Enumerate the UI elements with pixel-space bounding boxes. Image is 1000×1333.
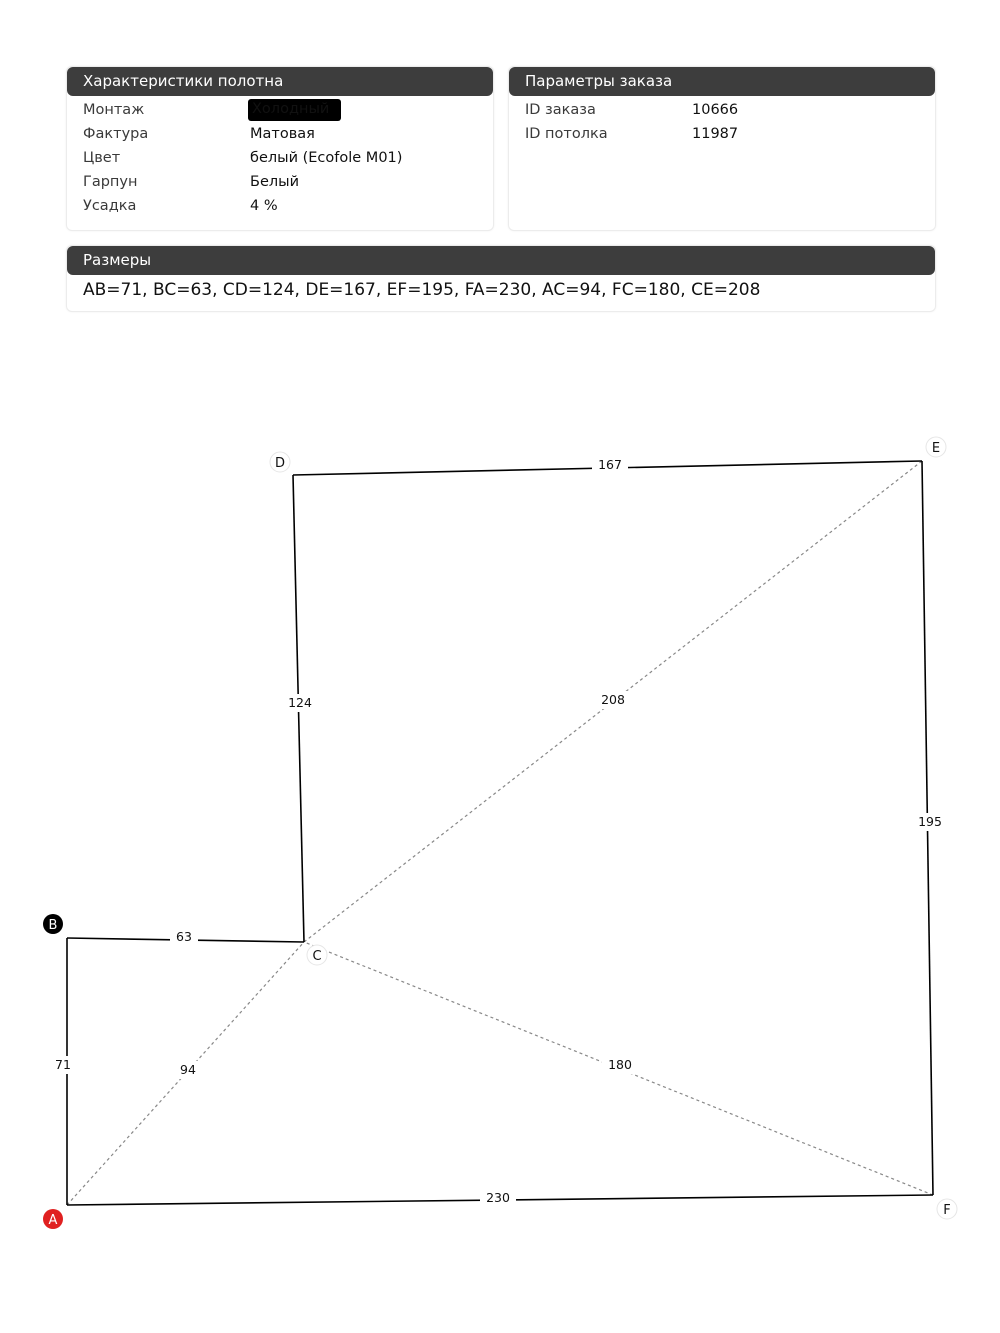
canvas-characteristic-label: Монтаж xyxy=(83,102,145,118)
vertex-label-c: C xyxy=(312,949,322,964)
canvas-characteristic-value: Холодный xyxy=(248,99,341,121)
vertex-label-d: D xyxy=(274,456,286,471)
dimension-label-ab: 71 xyxy=(55,1057,71,1072)
dimension-label-bc: 63 xyxy=(176,929,192,944)
canvas-characteristic-value: белый (Ecofole M01) xyxy=(250,150,403,166)
canvas-characteristic-label: Фактура xyxy=(83,126,149,142)
dimension-label-fa: 230 xyxy=(486,1190,510,1205)
canvas-characteristic-value: Белый xyxy=(250,174,300,190)
canvas-characteristic-value: Матовая xyxy=(250,126,315,142)
dimension-label-ce: 208 xyxy=(601,692,625,707)
order-parameters-title: Параметры заказа xyxy=(509,67,935,96)
sizes-title: Размеры xyxy=(67,246,935,275)
dimension-label-de: 167 xyxy=(598,457,622,472)
sizes-text: AB=71, BC=63, CD=124, DE=167, EF=195, FA=230, AC=94, FC=180, CE=208 xyxy=(83,280,761,300)
vertex-label-e: E xyxy=(931,441,941,456)
order-parameter-value: 11987 xyxy=(692,126,739,142)
dimension-label-ac: 94 xyxy=(180,1062,196,1077)
vertex-label-f: F xyxy=(943,1203,951,1218)
canvas-characteristic-label: Гарпун xyxy=(83,174,138,190)
canvas-characteristic-label: Цвет xyxy=(83,150,121,166)
vertex-label-a: A xyxy=(48,1213,58,1228)
canvas-characteristic-value: 4 % xyxy=(250,198,278,214)
order-parameter-value: 10666 xyxy=(692,102,739,118)
dimension-label-ef: 195 xyxy=(918,814,942,829)
dimension-label-fc: 180 xyxy=(608,1057,632,1072)
order-parameter-label: ID потолка xyxy=(525,126,608,142)
dimension-label-cd: 124 xyxy=(288,695,312,710)
canvas-characteristics-title: Характеристики полотна xyxy=(67,67,493,96)
order-parameter-label: ID заказа xyxy=(525,102,596,118)
canvas-characteristic-label: Усадка xyxy=(83,198,137,214)
vertex-label-b: B xyxy=(48,918,58,933)
